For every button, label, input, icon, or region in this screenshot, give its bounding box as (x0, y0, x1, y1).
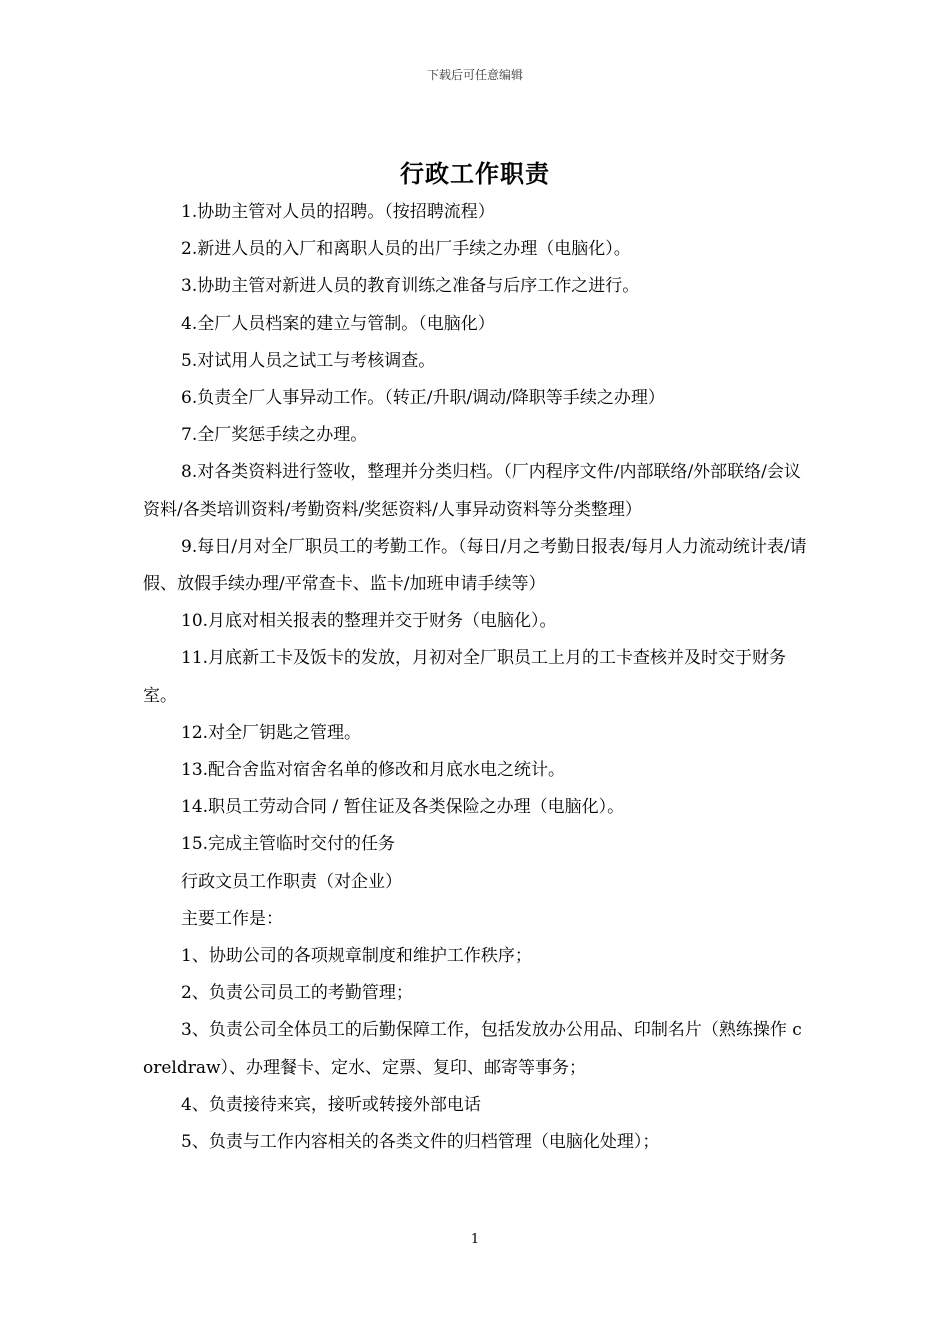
paragraph: 3、负责公司全体员工的后勤保障工作，包括发放办公用品、印制名片（熟练操作 coreldraw）、办理餐卡、定水、定票、复印、邮寄等事务； (143, 1020, 802, 1078)
document-title: 行政工作职责 (400, 159, 550, 188)
header-note: 下载后可任意编辑 (426, 68, 523, 82)
paragraph: 12.对全厂钥匙之管理。 (181, 722, 362, 743)
paragraph: 10.月底对相关报表的整理并交于财务（电脑化）。 (181, 611, 557, 632)
document-body (143, 194, 807, 1161)
paragraph: 7.全厂奖惩手续之办理。 (181, 425, 368, 446)
section-heading: 行政文员工作职责（对企业） (181, 871, 402, 892)
paragraph: 1、协助公司的各项规章制度和维护工作秩序； (181, 946, 532, 967)
paragraph: 13.配合舍监对宿舍名单的修改和月底水电之统计。 (181, 760, 566, 781)
paragraph: 11.月底新工卡及饭卡的发放，月初对全厂职员工上月的工卡查核并及时交于财务室。 (143, 648, 787, 706)
paragraph: 4、负责接待来宾，接听或转接外部电话 (181, 1094, 481, 1115)
paragraph: 8.对各类资料进行签收，整理并分类归档。（厂内程序文件/内部联络/外部联络/会议资料/各类培训资料/考勤资料/奖惩资料/人事异动资料等分类整理） (143, 462, 801, 520)
paragraph: 14.职员工劳动合同 / 暂住证及各类保险之办理（电脑化）。 (181, 797, 625, 818)
paragraph: 5.对试用人员之试工与考核调查。 (181, 350, 436, 371)
page-number: 1 (470, 1232, 480, 1247)
paragraph: 4.全厂人员档案的建立与管制。（电脑化） (181, 313, 495, 334)
paragraph: 6.负责全厂人事异动工作。（转正/升职/调动/降职等手续之办理） (181, 388, 665, 409)
paragraph: 3.协助主管对新进人员的教育训练之准备与后序工作之进行。 (181, 276, 640, 297)
paragraph: 2、负责公司员工的考勤管理； (181, 983, 413, 1004)
paragraph: 主要工作是： (181, 908, 283, 929)
paragraph: 2.新进人员的入厂和离职人员的出厂手续之办理（电脑化）。 (181, 239, 631, 260)
paragraph: 15.完成主管临时交付的任务 (181, 834, 396, 855)
paragraph: 5、负责与工作内容相关的各类文件的归档管理（电脑化处理）； (181, 1132, 660, 1153)
paragraph: 9.每日/月对全厂职员工的考勤工作。（每日/月之考勤日报表/每月人力流动统计表/请假、放假手续办理/平常查卡、监卡/加班申请手续等） (143, 536, 807, 595)
paragraph: 1.协助主管对人员的招聘。（按招聘流程） (181, 202, 495, 222)
